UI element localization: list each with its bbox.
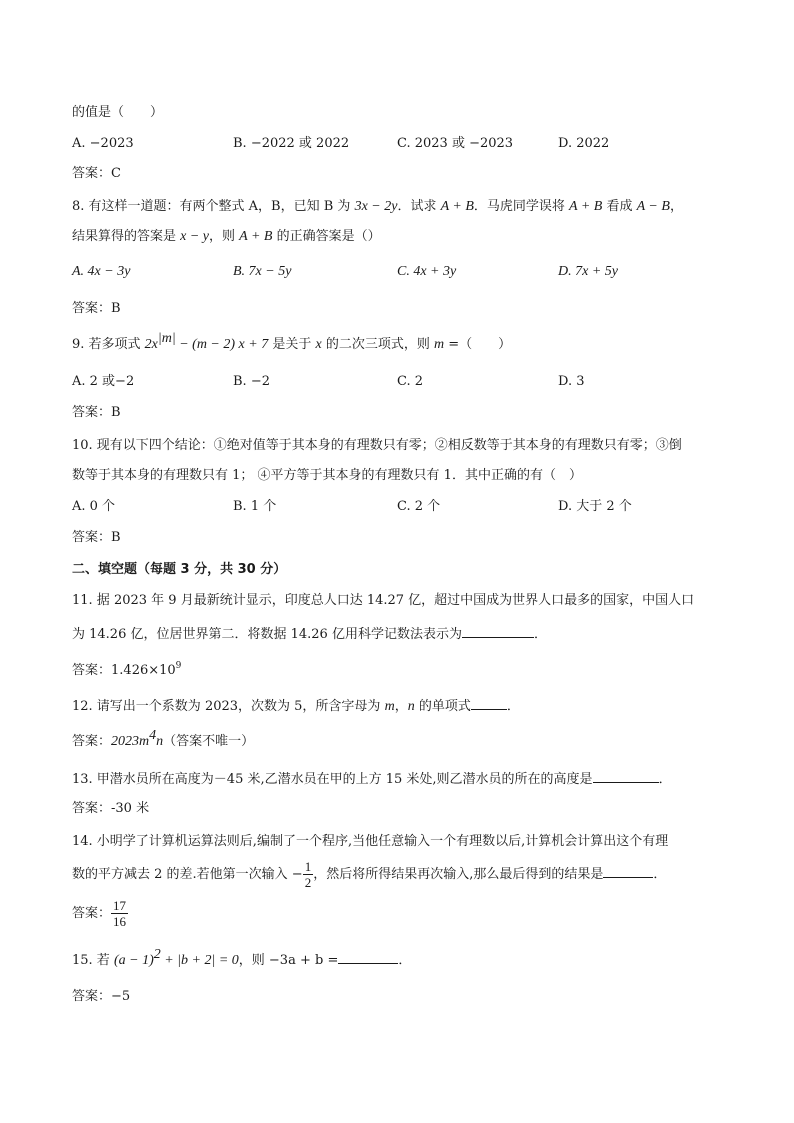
q8-answer: 答案：B xyxy=(72,301,121,316)
answer-blank xyxy=(593,769,659,783)
q7-answer: 答案：C xyxy=(72,166,121,181)
q9-options xyxy=(72,373,732,391)
answer-blank xyxy=(462,624,534,638)
q11-text: ． xyxy=(533,627,547,642)
q8-expr: A + B xyxy=(569,199,603,214)
fraction-denominator: 16 xyxy=(113,914,127,929)
q7-option-b: B. −2022 或 2022 xyxy=(233,136,350,151)
q9-expr: 2x xyxy=(144,337,158,352)
q14-line1: 14. 小明学了计算机运算法则后,编制了一个程序,当他任意输入一个有理数以后,计算机会计算出这个有理 xyxy=(72,834,669,849)
q12-text: 12. 请写出一个系数为 2023，次数为 5，所含字母为 xyxy=(72,699,385,714)
q8-text: ， xyxy=(669,199,683,214)
q8-expr: A + B xyxy=(239,229,273,244)
q7-stem-tail: 的值是（ ） xyxy=(72,105,164,120)
q15-expr: (a − 1) xyxy=(113,953,154,968)
q15-answer: 答案：−5 xyxy=(72,989,131,1004)
q15-exponent: 2 xyxy=(153,947,161,962)
q14-answer xyxy=(72,897,128,931)
q10-option-b: B. 1 个 xyxy=(233,499,277,514)
fraction xyxy=(111,898,128,929)
q9-expr: − (m − 2) x + 7 xyxy=(175,337,269,352)
q8-line1 xyxy=(72,198,683,216)
q11-answer-exponent: 9 xyxy=(175,661,182,671)
q8-text: 看成 xyxy=(602,199,637,214)
q8-expr: A − B xyxy=(636,199,670,214)
q9-var: x xyxy=(315,337,322,352)
q9-stem xyxy=(72,331,512,354)
q9-var: m xyxy=(433,337,445,352)
q10-line2: 数等于其本身的有理数只有 1； ④平方等于其本身的有理数只有 1．其中正确的有（ ） xyxy=(72,468,582,483)
q8-text: ．马虎同学误将 xyxy=(473,199,570,214)
q11-answer xyxy=(72,662,181,680)
q8-option-b: B. 7x − 5y xyxy=(233,264,292,279)
answer-blank xyxy=(471,696,507,710)
q12-var: m xyxy=(384,699,395,714)
q9-option-a: A. 2 或−2 xyxy=(72,374,135,389)
q12-answer xyxy=(72,728,255,751)
q12-answer-note: （答案不唯一） xyxy=(163,734,255,749)
answer-label: 答案： xyxy=(72,663,112,678)
q13-stem xyxy=(72,769,672,789)
q8-text: 8. 有这样一道题：有两个整式 xyxy=(72,199,249,214)
answer-blank xyxy=(338,950,398,964)
section-heading: 二、填空题（每题 3 分，共 30 分） xyxy=(72,562,287,577)
q8-option-a: A. 4x − 3y xyxy=(72,264,131,279)
q8-line2 xyxy=(72,228,381,246)
q8-expr: x − y xyxy=(180,229,210,244)
q10-option-d: D. 大于 2 个 xyxy=(558,499,632,514)
q13-answer: 答案：-30 米 xyxy=(72,801,150,816)
q14-text: 数的平方减去 2 的差.若他第一次输入 − xyxy=(72,867,303,882)
fraction-numerator: 17 xyxy=(113,898,127,913)
q8-expr: 3x − 2y xyxy=(354,199,398,214)
q12-text: ． xyxy=(506,699,520,714)
answer-label: 答案： xyxy=(72,734,112,749)
q9-text: =（ ） xyxy=(444,337,512,352)
q14-text: ，然后将所得结果再次输入,那么最后得到的结果是 xyxy=(313,867,604,882)
q8-text: A，B，已知 B 为 xyxy=(248,199,355,214)
q15-expr: + |b + 2| = 0 xyxy=(160,953,239,968)
q12-stem xyxy=(72,696,520,716)
q15-text: 15. 若 xyxy=(72,953,114,968)
q12-answer-expr: 2023m xyxy=(111,734,150,749)
q7-option-a: A. −2023 xyxy=(72,136,134,151)
q9-option-c: C. 2 xyxy=(397,374,424,389)
q7-option-c: C. 2023 或 −2023 xyxy=(397,136,514,151)
answer-label: 答案： xyxy=(72,906,112,921)
q9-option-b: B. −2 xyxy=(233,374,270,389)
q9-text: 是关于 xyxy=(268,337,316,352)
q11-answer-value: 1.426×10 xyxy=(111,663,176,678)
q12-answer-var: n xyxy=(156,734,164,749)
q12-answer-exponent: 4 xyxy=(149,728,157,743)
fraction-numerator: 1 xyxy=(304,859,312,874)
q15-text: ． xyxy=(398,953,412,968)
fraction-denominator: 2 xyxy=(304,875,312,890)
q10-line1: 10. 现有以下四个结论：①绝对值等于其本身的有理数只有零；②相反数等于其本身的有理数只有零；③倒 xyxy=(72,438,682,453)
q11-line1: 11. 据 2023 年 9 月最新统计显示，印度总人口达 14.27 亿，超过中国成为世界人口最多的国家，中国人口 xyxy=(72,593,695,608)
q13-text: 13. 甲潜水员所在高度为－45 米,乙潜水员在甲的上方 15 米处,则乙潜水员的所在的高度是 xyxy=(72,772,593,787)
q14-text: ． xyxy=(653,867,667,882)
q9-exponent: |m| xyxy=(157,331,176,346)
q8-text: 结果算得的答案是 xyxy=(72,229,181,244)
q15-stem xyxy=(72,947,412,970)
q8-text: ，则 xyxy=(209,229,240,244)
q8-text: ．试求 xyxy=(397,199,441,214)
answer-blank xyxy=(603,864,653,878)
q15-text: ，则 −3a + b = xyxy=(238,953,339,968)
q9-answer: 答案：B xyxy=(72,405,121,420)
q12-text: 的单项式 xyxy=(414,699,471,714)
q8-option-d: D. 7x + 5y xyxy=(558,264,618,279)
q12-text: ， xyxy=(394,699,408,714)
q10-answer: 答案：B xyxy=(72,530,121,545)
fraction xyxy=(303,859,314,890)
q14-line2 xyxy=(72,858,666,892)
q10-option-c: C. 2 个 xyxy=(397,499,441,514)
q10-options xyxy=(72,498,732,516)
q7-option-d: D. 2022 xyxy=(558,136,610,151)
q9-text: 的二次三项式，则 xyxy=(321,337,434,352)
q7-options xyxy=(72,135,732,153)
q8-text: 的正确答案是（） xyxy=(272,229,381,244)
q9-option-d: D. 3 xyxy=(558,374,585,389)
q13-text: ． xyxy=(658,772,672,787)
q12-var: n xyxy=(407,699,415,714)
q8-expr: A + B xyxy=(440,199,474,214)
q11-text: 为 14.26 亿，位居世界第二．将数据 14.26 亿用科学记数法表示为 xyxy=(72,627,462,642)
q10-option-a: A. 0 个 xyxy=(72,499,116,514)
q9-text: 9. 若多项式 xyxy=(72,337,145,352)
q8-options xyxy=(72,263,732,281)
q8-option-c: C. 4x + 3y xyxy=(397,264,457,279)
q11-line2 xyxy=(72,624,547,644)
